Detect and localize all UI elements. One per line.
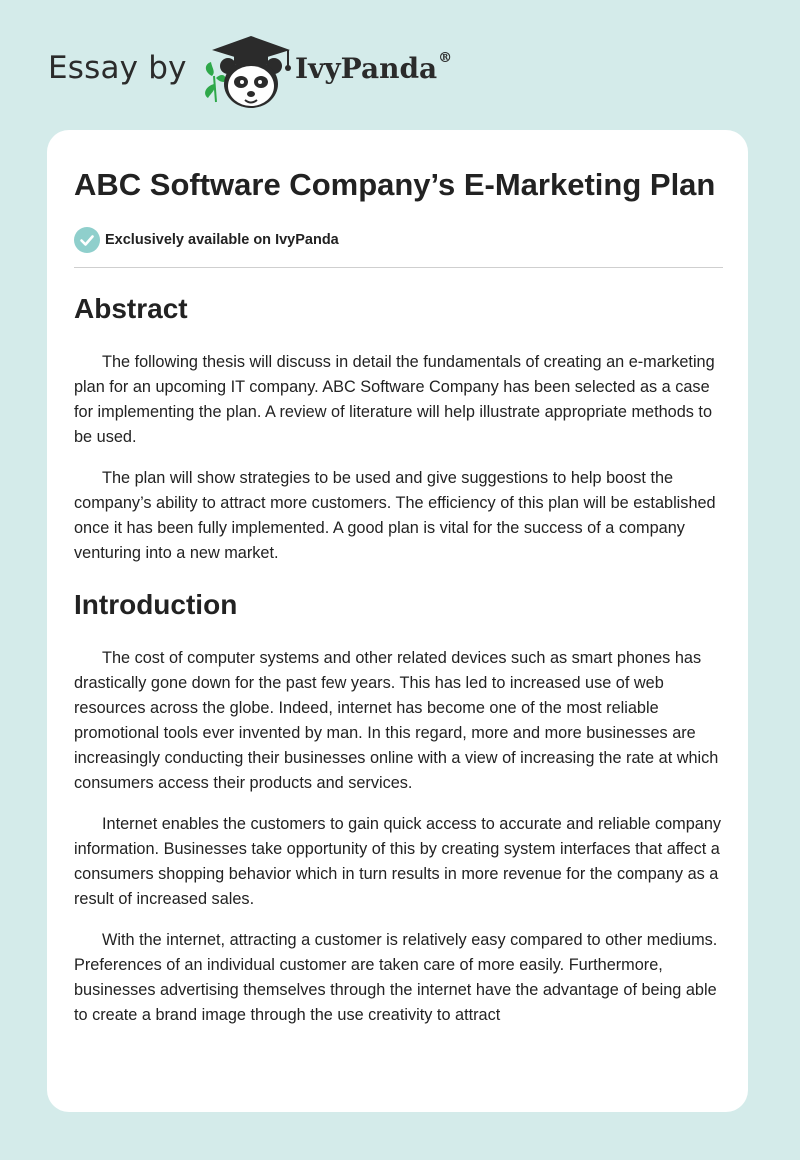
exclusive-badge [74,227,723,253]
essay-card [47,130,748,1112]
registered-mark: ® [438,50,453,66]
paragraph: Internet enables the customers to gain quick access to accurate and reliable company information. Businesses take opportunity of this by creating system interfaces that affect a consumers shopping behavior which in turn results in more revenue for the company as a result of increased sales. [74,815,722,908]
site-header [48,30,508,110]
essay-content [74,164,723,1028]
brand-prefix: Essay by [48,50,187,86]
badge-text: Exclusively available on IvyPanda [105,232,339,248]
brand-name[interactable]: IvyPanda® [295,50,453,85]
paragraph: With the internet, attracting a customer is relatively easy compared to other mediums. Preferences of an individual customer are taken care of more easily. Furthermore, businesses advertising themselves through the internet have the advantage of being able to create a brand image through the use creativity to attract [74,931,718,1024]
paragraph: The plan will show strategies to be used and give suggestions to help boost the company’s ability to attract more customers. The efficiency of this plan will be established once it has been fully implemented. A good plan is vital for the success of a company venturing into a new market. [74,469,716,562]
section-heading-abstract: Abstract [74,293,188,324]
divider [74,267,723,268]
panda-graduation-cap-logo-icon[interactable] [202,32,294,112]
check-circle-icon [74,227,100,253]
page-title: ABC Software Company’s E-Marketing Plan [74,167,716,202]
section-heading-introduction: Introduction [74,589,238,620]
paragraph: The cost of computer systems and other related devices such as smart phones has drastically gone down for the past few years. This has led to increased use of web resources across the globe. Indeed, internet has become one of the most reliable promotional tools ever invented by man. In this regard, more and more businesses are increasingly conducting their businesses online with a view of increasing the rate at which consumers access their products and services. [74,649,719,792]
paragraph: The following thesis will discuss in detail the fundamentals of creating an e-marketing plan for an upcoming IT company. ABC Software Company has been selected as a case for implementing the plan. A review of literature will help illustrate appropriate methods to be used. [74,353,715,446]
